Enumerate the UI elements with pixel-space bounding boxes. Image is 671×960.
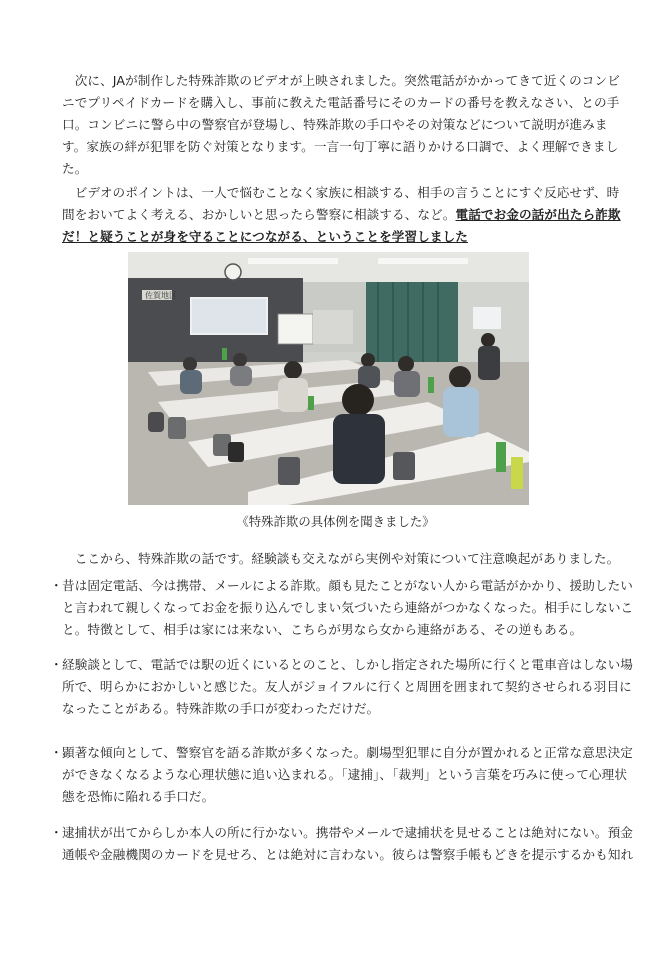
list-item-text: 顕著な傾向として、警察官を語る詐欺が多くなった。劇場型犯罪に自分が置かれると正常な意思決定ができなくなるような心理状態に追い込まれる。「逮捕」、「裁判」という言葉を巧みに使って心理状態を恐怖に陥れる手口だ。 bbox=[62, 745, 633, 804]
list-item bbox=[50, 654, 634, 720]
bullet-marker: ・ bbox=[50, 745, 63, 760]
stage-sign-text: 佐賀地区 bbox=[145, 291, 177, 300]
list-item-text: 昔は固定電話、今は携帯、メールによる詐欺。顔も見たことがない人から電話がかかり、援助したいと言われて親しくなってお金を振り込んでしまい気づいたら連絡がつかなくなった。相手にしないこと。特徴として、相手は家には来ない、こちらが男なら女から連絡がある、その逆もある。 bbox=[62, 578, 634, 637]
list-item-text: 逮捕状が出てからしか本人の所に行かない。携帯やメールで逮捕状を見せることは絶対にない。預金通帳や金融機関のカードを見せろ、とは絶対に言わない。彼らは警察手帳もどきを提示するかも知れ bbox=[62, 825, 634, 862]
bullet-marker: ・ bbox=[50, 578, 63, 593]
paragraph-video-points bbox=[62, 182, 622, 248]
photo-caption: 《特殊詐欺の具体例を聞きました》 bbox=[236, 514, 435, 529]
meeting-photo bbox=[128, 252, 529, 505]
list-item bbox=[50, 742, 634, 808]
video-points-emphasis: 電話でお金の話が出たら詐欺だ！と疑うことが身を守ることにつながる、ということを学習しました bbox=[62, 207, 621, 244]
list-item bbox=[50, 822, 634, 866]
paragraph-video-screening: 次に、JAが制作した特殊詐欺のビデオが上映されました。突然電話がかかってきて近くのコンビニでプリペイドカードを購入し、事前に教えた電話番号にそのカードの番号を教えなさい、との手口。コンビニに警ら中の警察官が登場し、特殊詐欺の手口やその対策などについて説明が進みます。家族の絆が犯罪を防ぐ対策となります。一言一句丁寧に語りかける口調で、よく理解できました。 bbox=[62, 73, 620, 176]
meeting-room-photo-icon bbox=[128, 252, 529, 505]
bullet-marker: ・ bbox=[50, 825, 63, 840]
paragraph-fraud-intro: ここから、特殊詐欺の話です。経験談も交えながら実例や対策について注意喚起がありました。 bbox=[62, 551, 620, 566]
video-points-text: ビデオのポイントは、一人で悩むことなく家族に相談する、相手の言うことにすぐ反応せず、時間をおいてよく考える、おかしいと思ったら警察に相談する、など。 bbox=[62, 185, 620, 222]
list-item bbox=[50, 575, 634, 641]
list-item-text: 経験談として、電話では駅の近くにいるとのこと、しかし指定された場所に行くと電車音はしない場所で、明らかにおかしいと感じた。友人がジョイフルに行くと周囲を囲まれて契約させられる羽目になったことがある。特殊詐欺の手口が変わっただけだ。 bbox=[62, 657, 633, 716]
bullet-marker: ・ bbox=[50, 657, 63, 672]
